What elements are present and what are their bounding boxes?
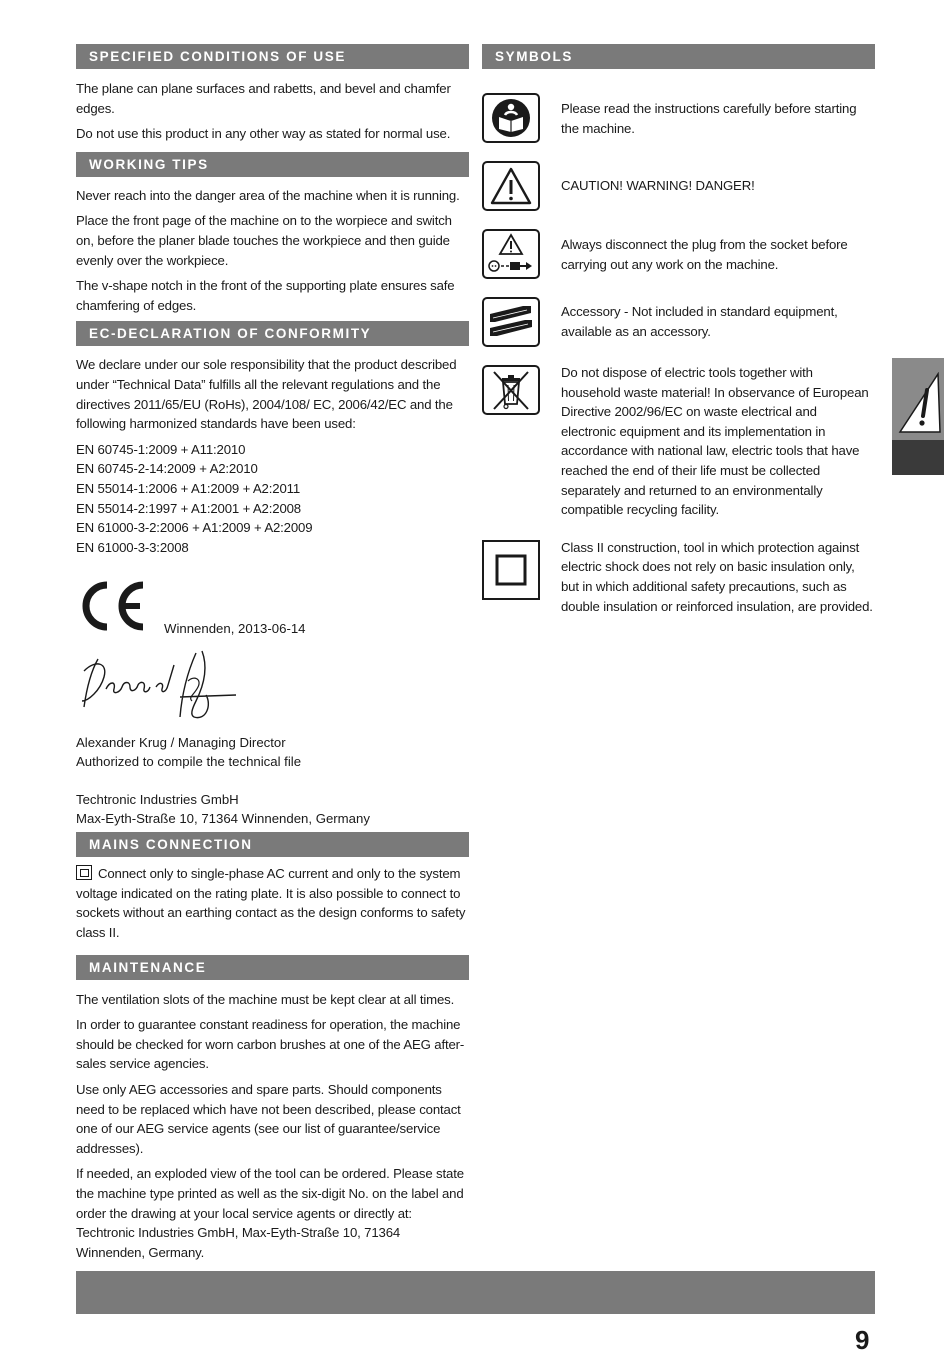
- section-header: MAINTENANCE: [76, 955, 469, 980]
- paragraph: [76, 864, 469, 942]
- read-manual-icon: [482, 93, 540, 143]
- warning-triangle-icon: [482, 161, 540, 211]
- symbol-text: Class II construction, tool in which protection against electric shock does not rely on basic insulation only, but in which additional safety precautions, such as double insulation or reinforced insulation, are provided.: [561, 539, 873, 614]
- paragraph: If needed, an exploded view of the tool can be ordered. Please state the machine type printed as well as the six-digit No. on the label and order the drawing at your local service agents or directly at: Techtronic Industries GmbH, Max-Eyth-Straße 10, 71364 Winnenden, Germany.: [76, 1166, 464, 1260]
- class-ii-icon: [482, 540, 540, 600]
- symbol-text: Do not dispose of electric tools together with household waste material! In observance of European Directive 2002/96/EC on waste electrical and electronic equipment and its implementation in accordance with national law, electric tools that have reached the end of their life must be collected separately and returned to an environmentally compatible recycling facility.: [561, 365, 869, 518]
- paragraph: Do not use this product in any other way as stated for normal use.: [76, 126, 451, 142]
- section-header: EC-DECLARATION OF CONFORMITY: [76, 321, 469, 346]
- symbol-text: Always disconnect the plug from the socket before carrying out any work on the machine.: [561, 237, 848, 272]
- section-maintenance: [76, 955, 469, 1263]
- paragraph: In order to guarantee constant readiness for operation, the machine should be checked for worn carbon brushes at one of the AEG after-sales service agencies.: [76, 1017, 465, 1072]
- signer-name: Alexander Krug / Managing Director: [76, 735, 286, 751]
- company-name: Techtronic Industries GmbH: [76, 792, 239, 808]
- paragraph: The plane can plane surfaces and rabetts, and bevel and chamfer edges.: [76, 81, 451, 116]
- standard-item: EN 55014-2:1997 + A1:2001 + A2:2008: [76, 500, 301, 516]
- section-header: SPECIFIED CONDITIONS OF USE: [76, 44, 469, 69]
- symbol-text: Accessory - Not included in standard equipment, available as an accessory.: [561, 304, 838, 339]
- symbol-row: [482, 365, 875, 520]
- standard-item: EN 61000-3-2:2006 + A1:2009 + A2:2009: [76, 520, 313, 536]
- section-mains-connection: [76, 832, 469, 942]
- warning-exclamation-icon: [894, 372, 942, 438]
- weee-bin-icon: [482, 365, 540, 415]
- unplug-warning-icon: [482, 229, 540, 279]
- symbol-row: [482, 161, 875, 211]
- paragraph: Never reach into the danger area of the machine when it is running.: [76, 187, 460, 203]
- side-tab-warning: [892, 358, 944, 475]
- ce-mark-icon: [76, 579, 148, 633]
- section-header: WORKING TIPS: [76, 152, 469, 177]
- standard-item: EN 60745-2-14:2009 + A2:2010: [76, 461, 258, 477]
- ce-block: [76, 579, 469, 639]
- footer-bar: [76, 1271, 875, 1314]
- page-number: 9: [855, 1325, 870, 1355]
- paragraph: The v-shape notch in the front of the supporting plate ensures safe chamfering of edges.: [76, 278, 455, 313]
- paragraph-text: Connect only to single-phase AC current and only to the system voltage indicated on the rating plate. It is also possible to connect to sockets without an earthing contact as the design conforms to safety class II.: [76, 866, 466, 941]
- right-column: [482, 44, 875, 616]
- paragraph: We declare under our sole responsibility that the product described under “Technical Data” fulfills all the relevant regulations and the directives 2011/65/EU (RoHs), 2004/108/ EC, 2006/42/EC and the following harmonized standards have been used:: [76, 357, 457, 432]
- section-header: SYMBOLS: [482, 44, 875, 69]
- symbol-row: [482, 93, 875, 143]
- symbol-row: [482, 297, 875, 347]
- signature: [76, 641, 469, 731]
- accessory-icon: [482, 297, 540, 347]
- standard-item: EN 55014-1:2006 + A1:2009 + A2:2011: [76, 480, 301, 496]
- signer-role: Authorized to compile the technical file: [76, 754, 302, 770]
- place-date: Winnenden, 2013-06-14: [164, 621, 306, 637]
- symbol-row: [482, 229, 875, 279]
- signature-drawing: [76, 641, 246, 729]
- section-specified-conditions: [76, 44, 469, 144]
- signer-block: [76, 733, 469, 771]
- symbol-row: [482, 540, 875, 616]
- standard-item: EN 60745-1:2009 + A11:2010: [76, 441, 246, 457]
- standards-list: [76, 440, 469, 558]
- left-column: [76, 44, 469, 1266]
- section-header: MAINS CONNECTION: [76, 832, 469, 857]
- company-block: [76, 790, 469, 828]
- paragraph: The ventilation slots of the machine must be kept clear at all times.: [76, 991, 455, 1007]
- section-ec-declaration: [76, 321, 469, 828]
- class-ii-inline-icon: [76, 865, 92, 880]
- company-address: Max-Eyth-Straße 10, 71364 Winnenden, Germany: [76, 811, 370, 827]
- section-working-tips: [76, 152, 469, 316]
- standard-item: EN 61000-3-3:2008: [76, 539, 189, 555]
- symbol-text: Please read the instructions carefully before starting the machine.: [561, 101, 857, 136]
- symbol-text: CAUTION! WARNING! DANGER!: [561, 178, 755, 193]
- paragraph: Use only AEG accessories and spare parts. Should components need to be replaced which have not been described, please contact one of our AEG service agents (see our list of guarantee/service addresses).: [76, 1082, 461, 1156]
- paragraph: Place the front page of the machine on to the worpiece and switch on, before the planer blade touches the workpiece and then guide evenly over the workpiece.: [76, 213, 452, 268]
